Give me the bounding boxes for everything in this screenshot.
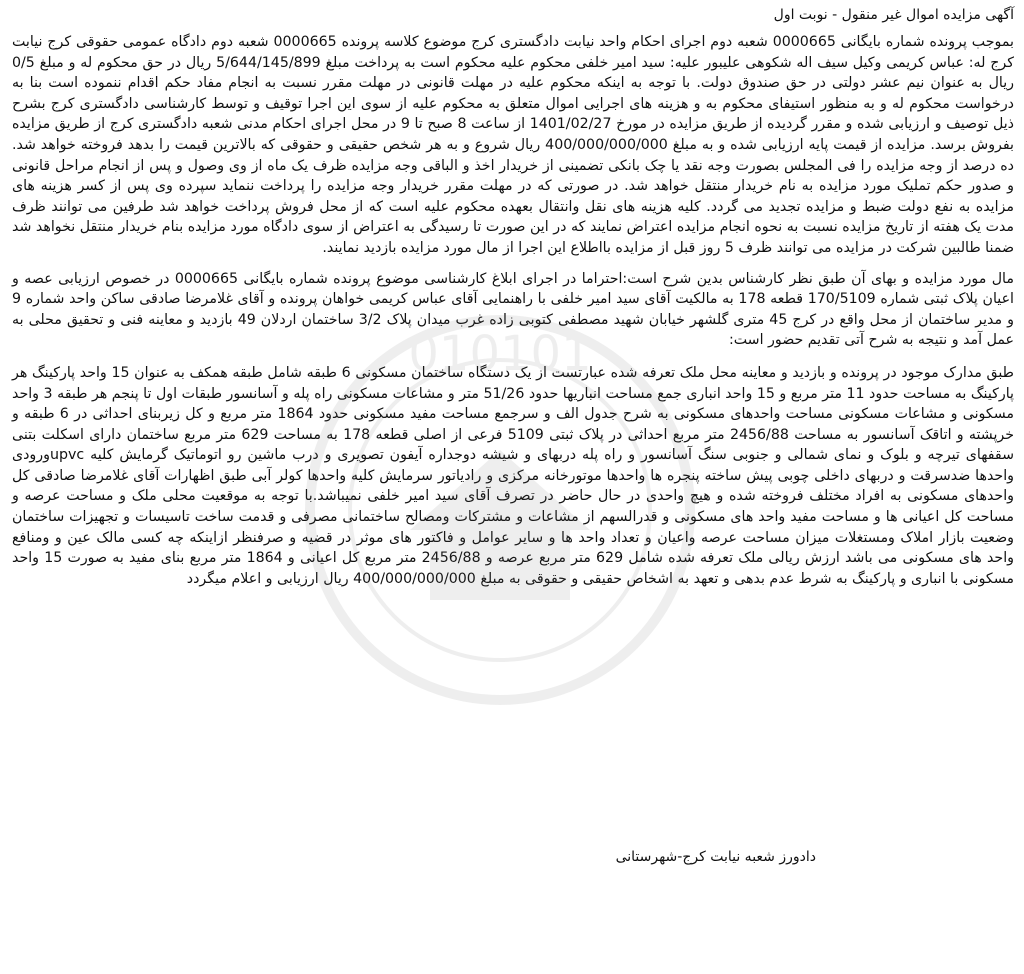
watermark-number: 010101 — [408, 326, 592, 382]
signature-line: دادورز شعبه نیابت کرج-شهرستانی — [615, 849, 816, 865]
notice-title: آگهی مزایده اموال غیر منقول - نوبت اول — [773, 7, 1014, 23]
notice-paragraph-3: طبق مدارک موجود در پرونده و بازدید و معاینه محل ملک تعرفه شده عبارتست از یک دستگاه ساختمان مسکونی 6 طبقه شامل طبقه همکف به عنوان 15 واحد پارکینگ هر پارکینگ به مساحت حدود 11 متر مربع و 15 واحد انباری جمع مساحت انباریها حدود 51/26 متر و مشاعات مسکونی راه پله و آسانسور طبقات اول تا پنجم هر طبقه 3 واحد مسکونی و مشاعات مسکونی مساحت واحدهای مسکونی به شرح جدول الف و سرجمع مساحت مفید مسکونی حدود 1864 متر مربع و کل زیربنای احداثی در 6 طبقه و خرپشته و اتاقک آسانسور به مساحت 2456/88 متر مربع احداثی در پلاک ثبتی 5109 فرعی از اصلی قطعه 178 به مساحت 629 متر مربع ساختمان دارای اسکلت بتنی سقفهای تیرچه و بلوک و نمای شمالی و جنوبی سنگ آسانسور و راه پله دربهای و شیشه دوجداره آیفون تصویری و درب ماشین رو اتوماتیک گرمایش کلیه upvcورودی واحدها ضدسرقت و دربهای داخلی چوبی پیش ساخته پنجره ها واحدها موتورخانه مرکزی و رادیاتور سرمایش کلیه واحدها کولر آبی طبق اظهارات آقای غلامرضا صادقی کل واحدهای مسکونی به افراد مختلف فروخته شده و هیچ واحدی در حال حاضر در تصرف آقای سید امیر خلفی نمیباشد.با توجه به موقعیت محلی ملک و مساحت عرصه و مساحت کل اعیانی ها و مساحت مفید واحد های مسکونی و قدرالسهم از مشاعات و مشترکات ومصالح ساختمانی مصرفی و قدمت ساخت تاسیسات و تجهیزات ساختمان وضعیت بازار املاک ومستغلات میزان مساحت عرصه واعیان و تعداد واحد ها و سایر عوامل و فاکتور های موثر در قضیه و صرفنظر ازاینکه چه کسی مالک عین و ومنافع واحد های مسکونی می باشد ارزش ریالی ملک تعرفه شده شامل 629 متر مربع عرصه و 2456/88 متر مربع کل اعیانی و 1864 متر مربع بنای مفید به صورت 15 واحد مسکونی با انباری و پارکینگ به شرط عدم بدهی و تعهد به اشخاص حقیقی و حقوقی به مبلغ 400/000/000/000 ریال ارزیابی و اعلام میگردد — [12, 364, 1015, 587]
notice-paragraph-2: مال مورد مزایده و بهای آن طبق نظر کارشناس بدین شرح است:احتراما در اجرای ابلاغ کارشناسی موضوع پرونده شماره بایگانی 0000665 در خصوص ارزیابی عصه و اعیان پلاک ثبتی شماره 170/5109 قطعه 178 به مالکیت آقای سید امیر خلفی با راهنمایی آقای عباس کریمی خواهان پرونده و آقای غلامرضا صادقی ساکن واحد شماره 9 و مدیر ساختمان از محل واقع در کرج 45 متری گلشهر خیابان شهید مصطفی کتوبی زاده غرب میدان پلاک 3/2 ساختمان اردلان 49 بازدید و معاینه فنی و تحقیق محلی به عمل آمد و نتیجه به شرح آتی تقدیم حضور است: — [12, 270, 1014, 349]
notice-paragraph-1: بموجب پرونده شماره بایگانی 0000665 شعبه دوم اجرای احکام واحد نیابت دادگستری کرج موضوع کلاسه پرونده 0000665 شعبه دوم دادگاه عمومی حقوقی کرج نیابت کرج له: عباس کریمی وکیل سیف اله شکوهی علیبور علیه: سید امیر خلفی محکوم علیه محکوم است به پرداخت مبلغ 5/644/145/899 ریال در حق محکوم له و مبلغ 0/5 ریال به عنوان نیم عشر دولتی در حق صندوق دولت. با توجه به اینکه محکوم علیه در مهلت قانونی در مهلت مقرر نسبت به انجام مفاد حکم اقدام ننموده است بنا به درخواست محکوم له و به منظور استیفای محکوم به و هزینه های اجرایی اموال متعلق به محکوم علیه از سوی این اجرا توقیف و توسط کارشناسی دادگستری کرج بشرح ذیل توصیف و ارزیابی شده و مقرر گردیده از طریق مزایده در مورخ 1401/02/27 از ساعت 8 صبح تا 9 در محل اجرای احکام مدنی شعبه دادگستری کرج از طریق مزایده بفروش برسد. مزایده از قیمت پایه ارزیابی شده و به مبلغ 400/000/000/000 ریال شروع و به هر شخص حقیقی و حقوقی که بالاترین قیمت را بدهد فروخته خواهد شد. ده درصد از وجه مزایده را فی المجلس بصورت وجه نقد یا چک بانکی تضمینی از خریدار اخذ و الباقی وجه مزایده ظرف یک ماه از وی وصول و پس از انجام مراحل قانونی و صدور حکم تملیک مورد مزایده به نام خریدار منتقل خواهد شد. در صورتی که در مهلت مقرر خریدار وجه مزایده را پرداخت ننماید سپرده وی پس از کسر هزینه های مزایده به نفع دولت ضبط و مزایده تجدید می گردد. کلیه هزینه های نقل وانتقال بعهده محکوم علیه است که از محل فروش پرداخت خواهد شد طرفین می توانند ظرف مدت یک هفته از تاریخ مزایده نسبت به نحوه انجام مزایده اعتراض نمایند که در این صورت تا رسیدگی به اعتراض از سوی دادگاه مورد مزایده بنام خریدار منتقل نخواهد شد ضمنا طالبین شرکت در مزایده می توانند ظرف 5 روز قبل از مزایده بااطلاع این اجرا از مال مورد مزایده بازدید نمایند. — [12, 34, 1015, 256]
